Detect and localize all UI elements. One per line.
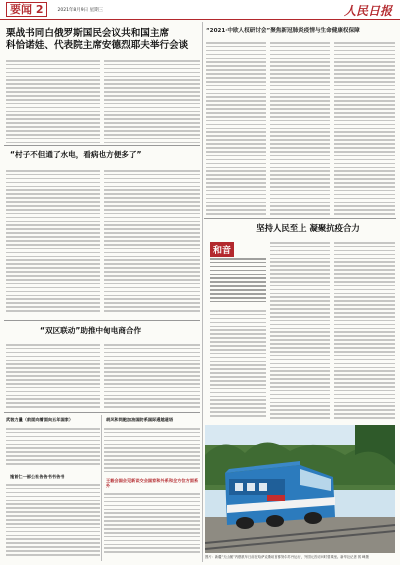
live-body-col-2 [104, 344, 200, 410]
quote-body-col-1 [6, 170, 100, 314]
small-headline-4: 王毅会国会见新谈交会国家和外系和全方位方面系外 [106, 478, 199, 489]
quote-headline: “村子不但通了水电，看病也方便多了” [10, 150, 142, 159]
lead-headline-line-2: 科恰诺娃、代表院主席安德烈耶夫举行会谈 [6, 39, 189, 51]
commentary-lead [210, 258, 266, 305]
symposium-body-col-3 [334, 42, 395, 217]
small-body-3 [104, 428, 200, 475]
commentary-column-tag: 和音 [210, 242, 234, 257]
live-body-col-1 [6, 344, 100, 410]
small-body-1 [6, 428, 100, 467]
divider [4, 320, 200, 321]
lead-headline-line-1: 栗战书同白俄罗斯国民会议共和国主席 [6, 28, 170, 39]
symposium-headline: “2021·中欧人权研讨会”聚焦新冠肺炎疫情与生命健康权保障 [206, 28, 360, 34]
live-commerce-headline: “双区联动”助推中甸电商合作 [40, 326, 142, 335]
locomotive-illustration [205, 425, 395, 553]
photo-caption: 图片：新疆“天山號”内燃机车日前在哈萨克斯坦首都努尔苏丹运行，外国元首访问时曾乘坐。新华社记者 郭 峰摄 [205, 555, 369, 559]
lead-body-col-1 [6, 60, 100, 146]
divider [204, 218, 396, 219]
small-headline-2: 施首仁一部公社告告书书告书 [10, 474, 65, 479]
commentary-headline: 坚持人民至上 凝聚抗疫合力 [256, 223, 360, 233]
divider [4, 145, 200, 146]
small-headline-3: 胡风和同胞加油国防系国际通越道语 [106, 417, 174, 422]
symposium-body-col-2 [270, 42, 330, 217]
commentary-body-col-2 [334, 242, 395, 421]
small-headline-1: 武装力量（前面向着面向五年国家） [6, 417, 74, 422]
small-body-4 [104, 493, 200, 555]
symposium-body-col-1 [206, 42, 266, 217]
page-center-divider [202, 22, 203, 562]
page-header [0, 0, 400, 20]
lead-body-col-2 [104, 60, 200, 146]
quote-body-col-2 [104, 170, 200, 314]
commentary-body-col-0 [210, 310, 266, 419]
issue-date: 2021年8月9日 星期三 [57, 7, 104, 13]
small-body-2 [6, 484, 100, 558]
newspaper-logo: 人民日报 [343, 4, 392, 18]
divider [4, 412, 200, 413]
section-label: 要闻 2 [6, 2, 47, 17]
lead-headline [6, 28, 200, 52]
column-divider [101, 415, 102, 561]
commentary-body-col-1 [270, 242, 330, 421]
locomotive-photo [205, 425, 395, 553]
